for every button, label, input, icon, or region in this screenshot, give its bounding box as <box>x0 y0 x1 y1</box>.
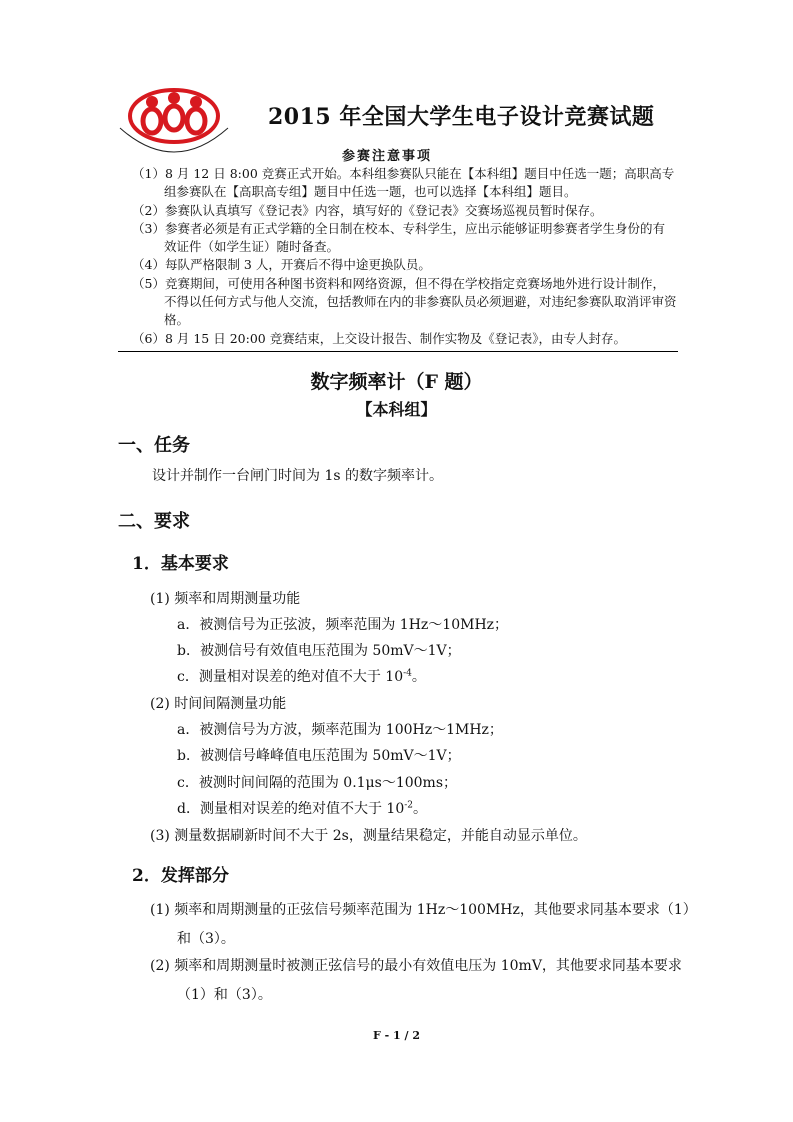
ext-item-1: (1) 频率和周期测量的正弦信号频率范围为 1Hz～100MHz，其他要求同基本要求（1）和（3）。 <box>150 902 697 947</box>
task-text: 设计并制作一台闸门时间为 1s 的数字频率计。 <box>152 468 443 484</box>
req-item-2a: a．被测信号为方波，频率范围为 100Hz～1MHz； <box>177 722 503 738</box>
notice-item: （2）参赛队认真填写《登记表》内容，填写好的《登记表》交赛场巡视员暂时保存。 <box>132 202 603 218</box>
req-item-1-label: (1) 频率和周期测量功能 <box>150 591 301 607</box>
notice-item: （3）参赛者必须是有正式学籍的全日制在校本、专科学生，应出示能够证明参赛者学生身份的有效证件（如学生证）随时备查。 <box>132 220 665 255</box>
notice-list <box>132 165 677 348</box>
divider <box>118 351 678 352</box>
req-item-2-label: (2) 时间间隔测量功能 <box>150 696 287 712</box>
req-item-1a: a．被测信号为正弦波，频率范围为 1Hz～10MHz； <box>177 617 509 633</box>
req-item-3: (3) 测量数据刷新时间不大于 2s，测量结果稳定，并能自动显示单位。 <box>150 828 587 844</box>
problem-group: 【本科组】 <box>356 400 437 419</box>
notice-title: 参赛注意事项 <box>342 149 433 164</box>
ext-item-2: (2) 频率和周期测量时被测正弦信号的最小有效值电压为 10mV，其他要求同基本要求（1）和（3）。 <box>150 958 682 1003</box>
page-number: F - 1 / 2 <box>372 1029 421 1042</box>
contest-logo <box>110 84 238 164</box>
problem-title: 数字频率计（F 题） <box>310 371 483 393</box>
notice-item: （6）8 月 15 日 20:00 竞赛结束，上交设计报告、制作实物及《登记表》，由专人封存。 <box>132 330 626 346</box>
page-title: 2015 年全国大学生电子设计竞赛试题 <box>268 104 655 130</box>
notice-item: （5）竞赛期间，可使用各种图书资料和网络资源，但不得在学校指定竞赛场地外进行设计制作，不得以任何方式与他人交流，包括教师在内的非参赛队员必须迴避，对违纪参赛队取消评审资格。 <box>132 275 677 328</box>
basic-requirements-heading: 1．基本要求 <box>132 554 229 574</box>
notice-item: （4）每队严格限制 3 人，开赛后不得中途更换队员。 <box>132 257 431 273</box>
req-item-2c: c．被测时间间隔的范围为 0.1μs～100ms； <box>177 775 458 791</box>
requirements-heading: 二、要求 <box>118 511 190 532</box>
req-item-1b: b．被测信号有效值电压范围为 50mV～1V； <box>177 643 461 659</box>
extended-requirements-heading: 2．发挥部分 <box>132 866 229 886</box>
task-heading: 一、任务 <box>118 435 190 456</box>
req-item-2b: b．被测信号峰峰值电压范围为 50mV～1V； <box>177 748 461 764</box>
req-item-2d: d．测量相对误差的绝对值不大于 $10^{-2}$。 <box>177 800 428 817</box>
notice-item: （1）8 月 12 日 8:00 竞赛正式开始。本科组参赛队只能在【本科组】题目中任选一题；高职高专组参赛队在【高职高专组】题目中任选一题，也可以选择【本科组】题目。 <box>132 166 675 200</box>
req-item-1c: c．测量相对误差的绝对值不大于 $10^{-4}$。 <box>177 668 426 685</box>
